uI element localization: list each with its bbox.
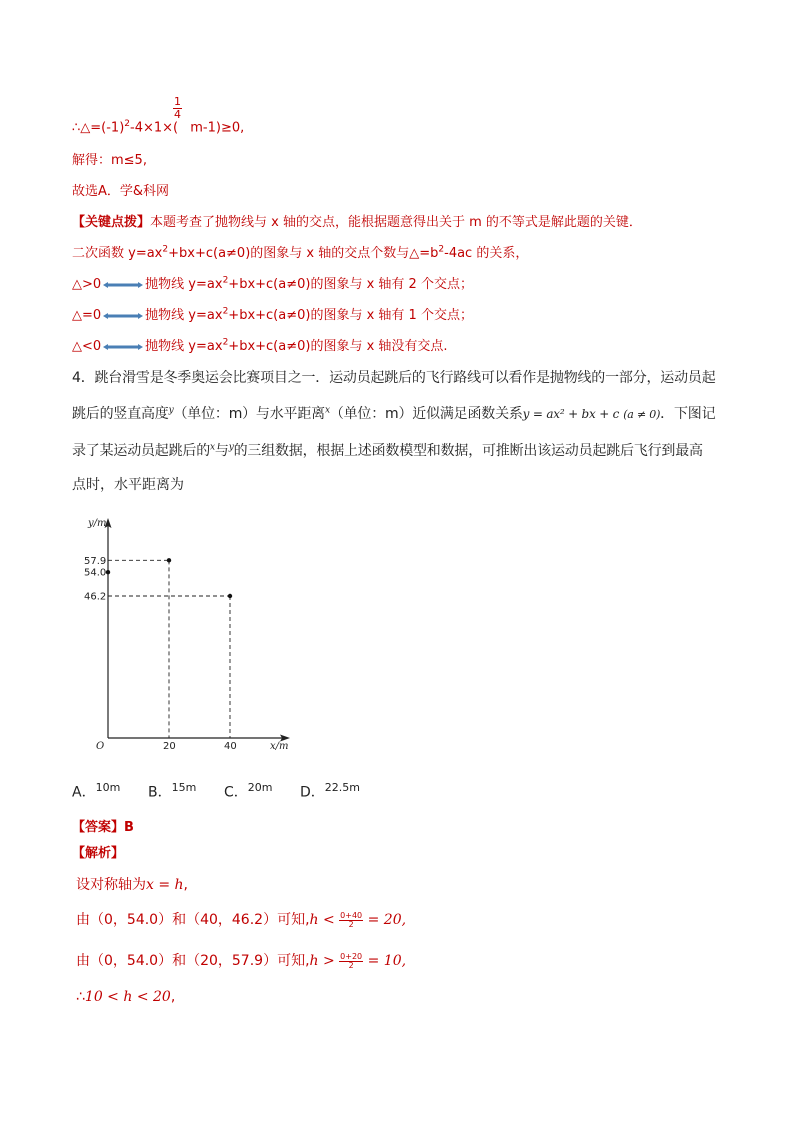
double-arrow-icon (103, 313, 143, 319)
x-tick-label-1: 40 (224, 741, 237, 752)
data-point-2 (228, 594, 232, 598)
solution-step-4: ∴10 < h < 20, (76, 989, 176, 1005)
double-arrow-icon (103, 344, 143, 350)
case-one-root: △=0 抛物线 $y=ax^2+bx+c(a\ne 0)$的图象与 x 轴有 1 个交点； (72, 306, 473, 323)
y-tick-label-0: 54.0 (84, 567, 107, 579)
question-line-4: 点时，水平距离为 (72, 477, 184, 493)
option-b[interactable]: B．$^{15m}$ (148, 781, 197, 801)
solution-step-3: 由（0，54.0）和（20，57.9）可知,h > $\frac{0+20}{2}$ = 10, (76, 951, 407, 970)
chart (80, 508, 300, 756)
option-d[interactable]: D．$^{22.5m}$ (300, 781, 360, 801)
y-tick-label-2: 46.2 (84, 591, 107, 603)
option-a[interactable]: A．$^{10m}$ (72, 781, 121, 801)
x-tick-label-0: 20 (163, 741, 176, 752)
choose-line: 故选A．学&科网 (72, 184, 170, 199)
data-point-1 (167, 558, 171, 562)
keypoint-line: 【关键点拨】本题考查了抛物线与 x 轴的交点，能根据题意得出关于 m 的不等式是解此题的关键． (72, 215, 642, 230)
question-line-2: 跳后的竖直高度$^y$（单位：m）与水平距离$^x$（单位：m）近似满足函数关系y = ax² + bx + c (a ≠ 0)．下图记 (72, 405, 716, 422)
solve-line: 解得：m≤5, (72, 153, 147, 168)
origin-label: O (96, 741, 105, 752)
y-axis-label: y/m (88, 518, 107, 529)
frac-numerator: 1 (174, 95, 181, 108)
keypoint-relation-line: 二次函数 $y=ax^2+bx+c(a\ne 0)$的图象与 x 轴的交点个数与$\triangle=b^2-4ac$ 的关系， (72, 244, 529, 261)
question-line-3: 录了某运动员起跳后的$^x$与$^y$的三组数据，根据上述函数模型和数据，可推断出该运动员起跳后飞行到最高 (72, 442, 703, 459)
case-no-root: △<0 抛物线 $y=ax^2+bx+c(a\ne 0)$的图象与 x 轴没有交点. (72, 337, 448, 354)
case-two-roots: △>0 抛物线 $y=ax^2+bx+c(a\ne 0)$的图象与 x 轴有 2 个交点； (72, 275, 473, 292)
delta-inequality: $\therefore\triangle=(-1)^2-4\times 1\times$( m-1)≥0, (72, 119, 245, 136)
analysis-label: 【解析】 (72, 846, 125, 861)
option-c[interactable]: C．$^{20m}$ (224, 781, 273, 801)
solution-step-1: 设对称轴为x = h, (76, 877, 188, 893)
answer-label: 【答案】B (72, 820, 134, 835)
solution-step-2: 由（0，54.0）和（40，46.2）可知,h < $\frac{0+40}{2}$ = 20, (76, 910, 407, 929)
keypoint-tag: 【关键点拨】 (72, 215, 151, 230)
y-tick-label-1: 57.9 (84, 555, 107, 567)
double-arrow-icon (103, 282, 143, 288)
data-point-0 (106, 570, 110, 574)
question-line-1: 4．跳台滑雪是冬季奥运会比赛项目之一．运动员起跳后的飞行路线可以看作是抛物线的一部分，运动员起 (72, 370, 716, 386)
frac-denominator: 4 (174, 108, 181, 121)
fraction-one-quarter (173, 96, 182, 121)
x-axis-label: x/m (270, 741, 289, 752)
